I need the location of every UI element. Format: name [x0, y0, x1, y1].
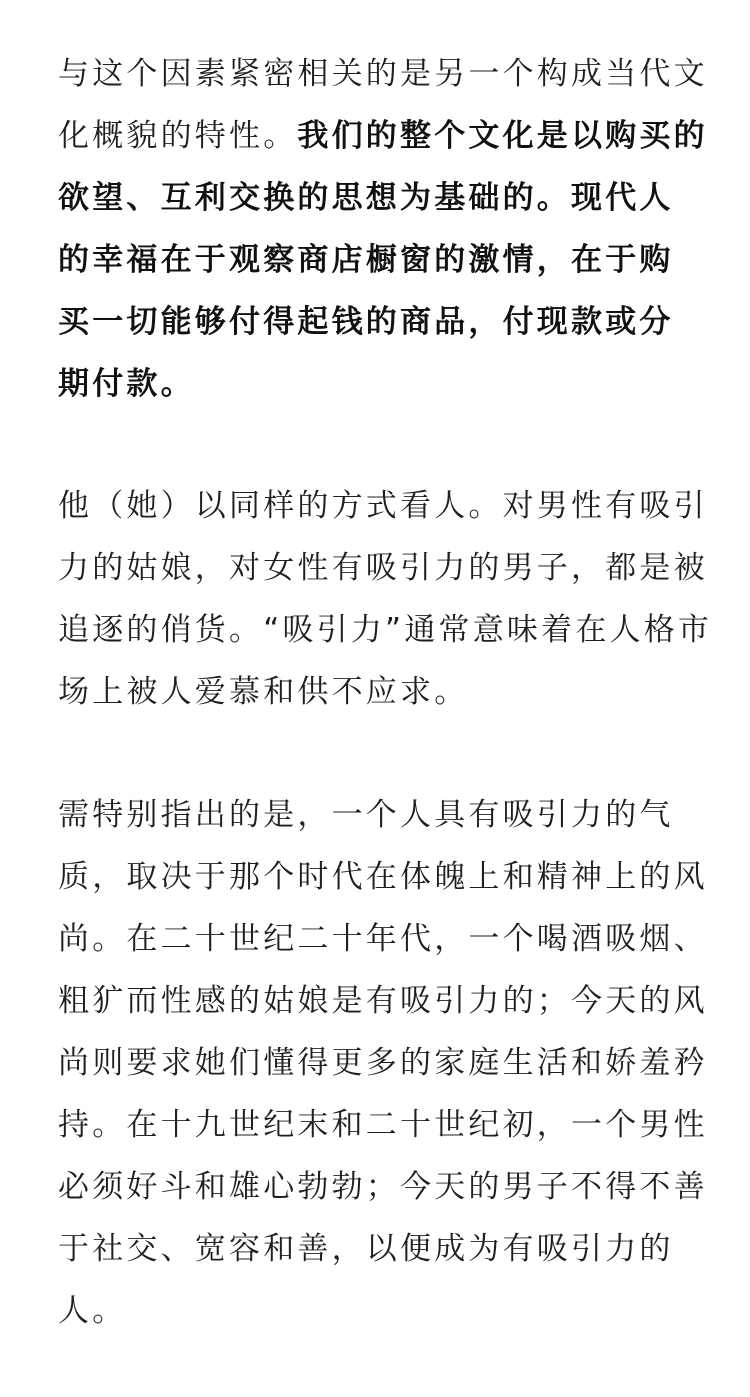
paragraph-attraction — [58, 475, 713, 723]
paragraph-consumer-culture — [58, 43, 708, 415]
text-segment: 化概貌的特性。 — [58, 118, 298, 154]
text-line: 必须好斗和雄心勃勃；今天的男子不得不善 — [58, 1169, 708, 1205]
text-line: 尚。在二十世纪二十年代，一个喝酒吸烟、 — [58, 921, 708, 957]
text-line: 于社交、宽容和善，以便成为有吸引力的 — [58, 1231, 674, 1267]
emphasized-text-segment: 我们的整个文化是以购买的 — [297, 118, 708, 154]
text-line: 粗犷而性感的姑娘是有吸引力的；今天的风 — [58, 983, 708, 1019]
emphasized-text-line: 欲望、互利交换的思想为基础的。现代人 — [58, 180, 674, 216]
text-line: 持。在十九世纪末和二十世纪初，一个男性 — [58, 1107, 708, 1143]
text-line: 人。 — [58, 1293, 127, 1329]
emphasized-text-line: 期付款。 — [58, 366, 195, 402]
paragraph-fashion-of-era — [58, 784, 708, 1342]
emphasized-text-line: 买一切能够付得起钱的商品，付现款或分 — [58, 304, 674, 340]
text-line: 与这个因素紧密相关的是另一个构成当代文 — [58, 56, 708, 92]
text-line: 他（她）以同样的方式看人。对男性有吸引 — [58, 488, 708, 524]
text-line: 尚则要求她们懂得更多的家庭生活和娇羞矜 — [58, 1045, 708, 1081]
text-line: 追逐的俏货。“吸引力”通常意味着在人格市 — [58, 612, 713, 648]
emphasized-text-line: 的幸福在于观察商店橱窗的激情，在于购 — [58, 242, 674, 278]
text-line: 力的姑娘，对女性有吸引力的男子，都是被 — [58, 550, 708, 586]
text-line: 需特别指出的是，一个人具有吸引力的气 — [58, 797, 674, 833]
text-line — [58, 105, 708, 167]
text-line: 场上被人爱慕和供不应求。 — [58, 674, 469, 710]
text-line: 质，取决于那个时代在体魄上和精神上的风 — [58, 859, 708, 895]
